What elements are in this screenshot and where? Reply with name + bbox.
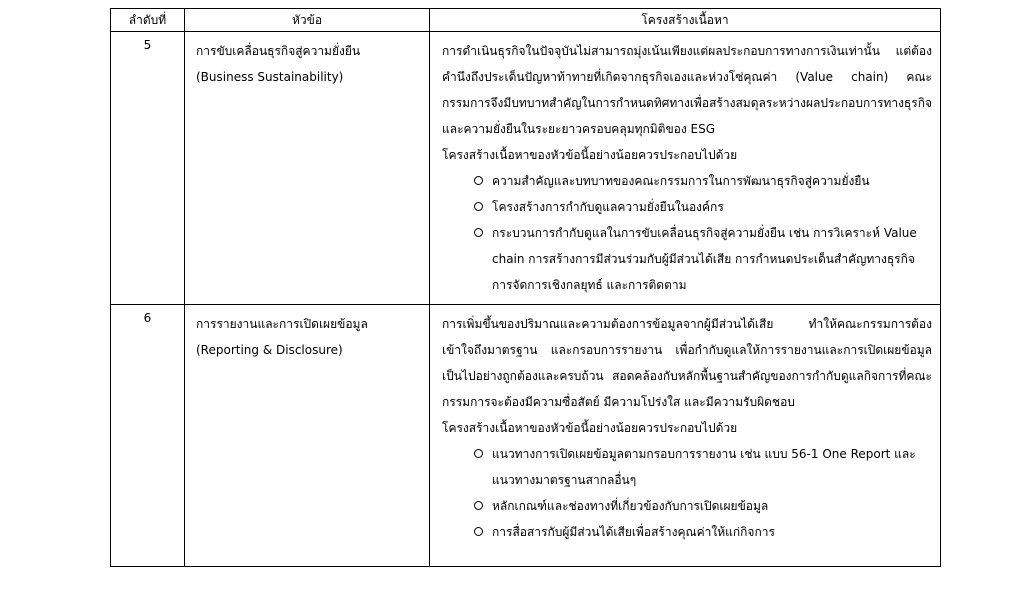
content-intro: โครงสร้างเนื้อหาของหัวข้อนี้อย่างน้อยควรประกอบไปด้วย <box>442 148 738 162</box>
content-cell <box>430 305 941 567</box>
topic-thai: การรายงานและการเปิดเผยข้อมูล <box>196 317 368 331</box>
content-cell <box>430 32 941 305</box>
header-no: ลำดับที่ <box>111 9 185 32</box>
bullet-list <box>442 441 932 545</box>
list-item <box>474 441 932 493</box>
circle-bullet-icon <box>474 527 483 536</box>
circle-bullet-icon <box>474 501 483 510</box>
list-item-text: แนวทางการเปิดเผยข้อมูลตามกรอบการรายงาน เช่น แบบ 56-1 One Report และแนวทางมาตรฐานสากลอื่นๆ <box>492 447 916 487</box>
circle-bullet-icon <box>474 449 483 458</box>
course-structure-table <box>110 8 941 567</box>
bullet-list <box>442 168 932 298</box>
table-row <box>111 32 941 305</box>
list-item-text: โครงสร้างการกำกับดูแลความยั่งยืนในองค์กร <box>492 200 724 214</box>
row-number: 5 <box>111 32 185 305</box>
topic-cell <box>185 305 430 567</box>
list-item <box>474 493 932 519</box>
list-item-text: กระบวนการกำกับดูแลในการขับเคลื่อนธุรกิจสู่ความยั่งยืน เช่น การวิเคราะห์ Value chain การสร้างการมีส่วนร่วมกับผู้มีส่วนได้เสีย การกำหนดประเด็นสำคัญทางธุรกิจ การจัดการเชิงกลยุทธ์ และการติดตาม <box>492 226 917 292</box>
table-header-row <box>111 9 941 32</box>
list-item <box>474 519 932 545</box>
list-item-text: การสื่อสารกับผู้มีส่วนได้เสียเพื่อสร้างคุณค่าให้แก่กิจการ <box>492 525 775 539</box>
circle-bullet-icon <box>474 228 483 237</box>
content-paragraph: การดำเนินธุรกิจในปัจจุบันไม่สามารถมุ่งเน้นเพียงแต่ผลประกอบการทางการเงินเท่านั้น แต่ต้องคำนึงถึงประเด็นปัญหาท้าทายที่เกิดจากธุรกิจเองและห่วงโซ่คุณค่า (Value chain) คณะกรรมการจึงมีบทบาทสำคัญในการกำหนดทิศทางเพื่อสร้างสมดุลระหว่างผลประกอบการทางธุรกิจและความยั่งยืนในระยะยาวครอบคลุมทุกมิติของ ESG <box>442 44 932 136</box>
circle-bullet-icon <box>474 176 483 185</box>
header-topic: หัวข้อ <box>185 9 430 32</box>
list-item-text: หลักเกณฑ์และช่องทางที่เกี่ยวข้องกับการเปิดเผยข้อมูล <box>492 499 769 513</box>
list-item <box>474 220 932 298</box>
list-item <box>474 168 932 194</box>
topic-english: (Reporting & Disclosure) <box>196 343 343 357</box>
list-item-text: ความสำคัญและบทบาทของคณะกรรมการในการพัฒนาธุรกิจสู่ความยั่งยืน <box>492 174 870 188</box>
topic-english: (Business Sustainability) <box>196 70 344 84</box>
row-number: 6 <box>111 305 185 567</box>
circle-bullet-icon <box>474 202 483 211</box>
table-row <box>111 305 941 567</box>
list-item <box>474 194 932 220</box>
content-intro: โครงสร้างเนื้อหาของหัวข้อนี้อย่างน้อยควรประกอบไปด้วย <box>442 421 738 435</box>
header-content: โครงสร้างเนื้อหา <box>430 9 941 32</box>
topic-cell <box>185 32 430 305</box>
topic-thai: การขับเคลื่อนธุรกิจสู่ความยั่งยืน <box>196 44 361 58</box>
content-paragraph: การเพิ่มขึ้นของปริมาณและความต้องการข้อมูลจากผู้มีส่วนได้เสีย ทำให้คณะกรรมการต้องเข้าใจถึงมาตรฐาน และกรอบการรายงาน เพื่อกำกับดูแลให้การรายงานและการเปิดเผยข้อมูลเป็นไปอย่างถูกต้องและครบถ้วน สอดคล้องกับหลักพื้นฐานสำคัญของการกำกับดูแลกิจการที่คณะกรรมการจะต้องมีความซื่อสัตย์ มีความโปร่งใส และมีความรับผิดชอบ <box>442 317 932 409</box>
